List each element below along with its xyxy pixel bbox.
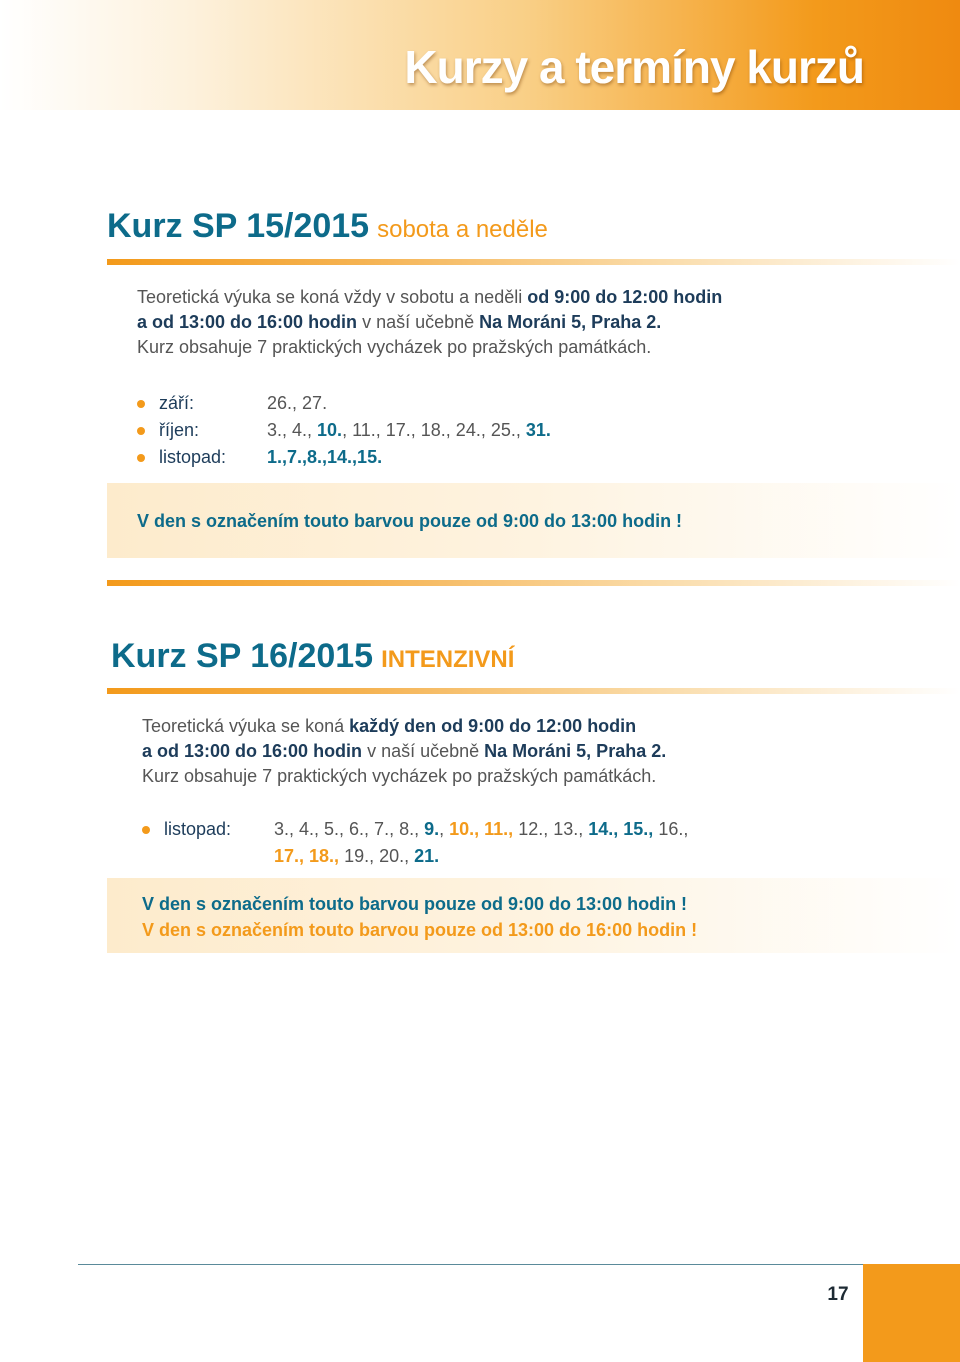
course1-desc-hours1: od 9:00 do 12:00 hodin — [527, 287, 723, 307]
course2-days-line1 — [274, 819, 688, 839]
course2-title-block — [111, 637, 514, 676]
date-value: 12., 13., — [513, 819, 589, 839]
footer-line — [78, 1264, 863, 1265]
course1-desc-address: Na Moráni 5, Praha 2. — [479, 312, 662, 332]
date-row-listopad — [142, 816, 688, 870]
date-value: 16., — [653, 819, 689, 839]
page-number: 17 — [827, 1284, 849, 1305]
course2-date-list — [142, 816, 688, 870]
date-value: 3., 4., — [267, 420, 318, 440]
course2-desc-hours1: každý den od 9:00 do 12:00 hodin — [349, 716, 637, 736]
footer-accent-block — [863, 1264, 960, 1362]
month-label: říjen: — [159, 420, 200, 440]
course1-title: Kurz SP 15/2015 — [107, 207, 370, 245]
date-row — [137, 417, 551, 444]
days-list — [267, 417, 551, 444]
date-value: 10. — [317, 420, 343, 440]
days-list — [267, 390, 327, 417]
month-label: listopad: — [159, 447, 227, 467]
course1-date-list — [137, 390, 551, 471]
course1-desc-text1: Teoretická výuka se koná vždy v sobotu a neděli — [137, 287, 528, 307]
days-list — [267, 444, 382, 471]
section-divider — [107, 580, 960, 586]
bullet-icon — [137, 454, 145, 462]
date-value: 19., 20., — [339, 846, 415, 866]
course2-desc-hours2: a od 13:00 do 16:00 hodin — [142, 741, 363, 761]
course2-rule — [107, 688, 960, 694]
course2-desc-address: Na Moráni 5, Praha 2. — [484, 741, 667, 761]
course1-desc-text3: Kurz obsahuje 7 praktických vycházek po pražských památkách. — [137, 337, 652, 357]
date-value: 17., 18., — [274, 846, 340, 866]
course2-desc-text2: v naší učebně — [362, 741, 485, 761]
course2-note1: V den s označením touto barvou pouze od 9:00 do 13:00 hodin ! — [142, 894, 688, 914]
date-value: , — [292, 393, 303, 413]
month-label: listopad: — [164, 819, 232, 839]
course1-desc-hours2: a od 13:00 do 16:00 hodin — [137, 312, 358, 332]
bullet-icon — [137, 400, 145, 408]
course2-note-box — [107, 878, 960, 953]
course1-note-box — [107, 483, 960, 558]
date-value: , — [439, 819, 450, 839]
course2-desc-text1: Teoretická výuka se koná — [142, 716, 350, 736]
date-row — [137, 444, 551, 471]
course2-days-line2 — [274, 846, 439, 866]
date-value: 31. — [525, 420, 551, 440]
date-value: 21. — [414, 846, 440, 866]
date-row — [137, 390, 551, 417]
course1-subtitle: sobota a neděle — [377, 216, 548, 243]
course2-desc-text3: Kurz obsahuje 7 praktických vycházek po pražských památkách. — [142, 766, 657, 786]
course1-title-block — [107, 207, 548, 246]
month-label: září: — [159, 393, 195, 413]
date-value: 3., 4., 5., 6., 7., 8., — [274, 819, 425, 839]
date-value: , 11., 17., 18., 24., 25., — [342, 420, 526, 440]
date-value: 26. — [267, 393, 293, 413]
date-value: 9. — [424, 819, 440, 839]
date-value: 14., 15., — [588, 819, 654, 839]
date-value: 1.,7.,8.,14.,15. — [267, 447, 383, 467]
course1-description — [137, 285, 897, 360]
bullet-icon — [137, 427, 145, 435]
date-value: 27. — [302, 393, 328, 413]
course2-title: Kurz SP 16/2015 — [111, 637, 374, 675]
course1-note: V den s označením touto barvou pouze od 9:00 do 13:00 hodin ! — [137, 511, 683, 531]
course2-note2: V den s označením touto barvou pouze od 13:00 do 16:00 hodin ! — [142, 920, 698, 940]
date-value: 10., 11., — [449, 819, 514, 839]
page-title: Kurzy a termíny kurzů — [404, 41, 864, 93]
course2-description — [142, 714, 902, 789]
bullet-icon — [142, 826, 150, 834]
course1-desc-text2: v naší učebně — [357, 312, 480, 332]
course2-subtitle: INTENZIVNÍ — [381, 646, 515, 673]
course1-rule — [107, 259, 960, 265]
